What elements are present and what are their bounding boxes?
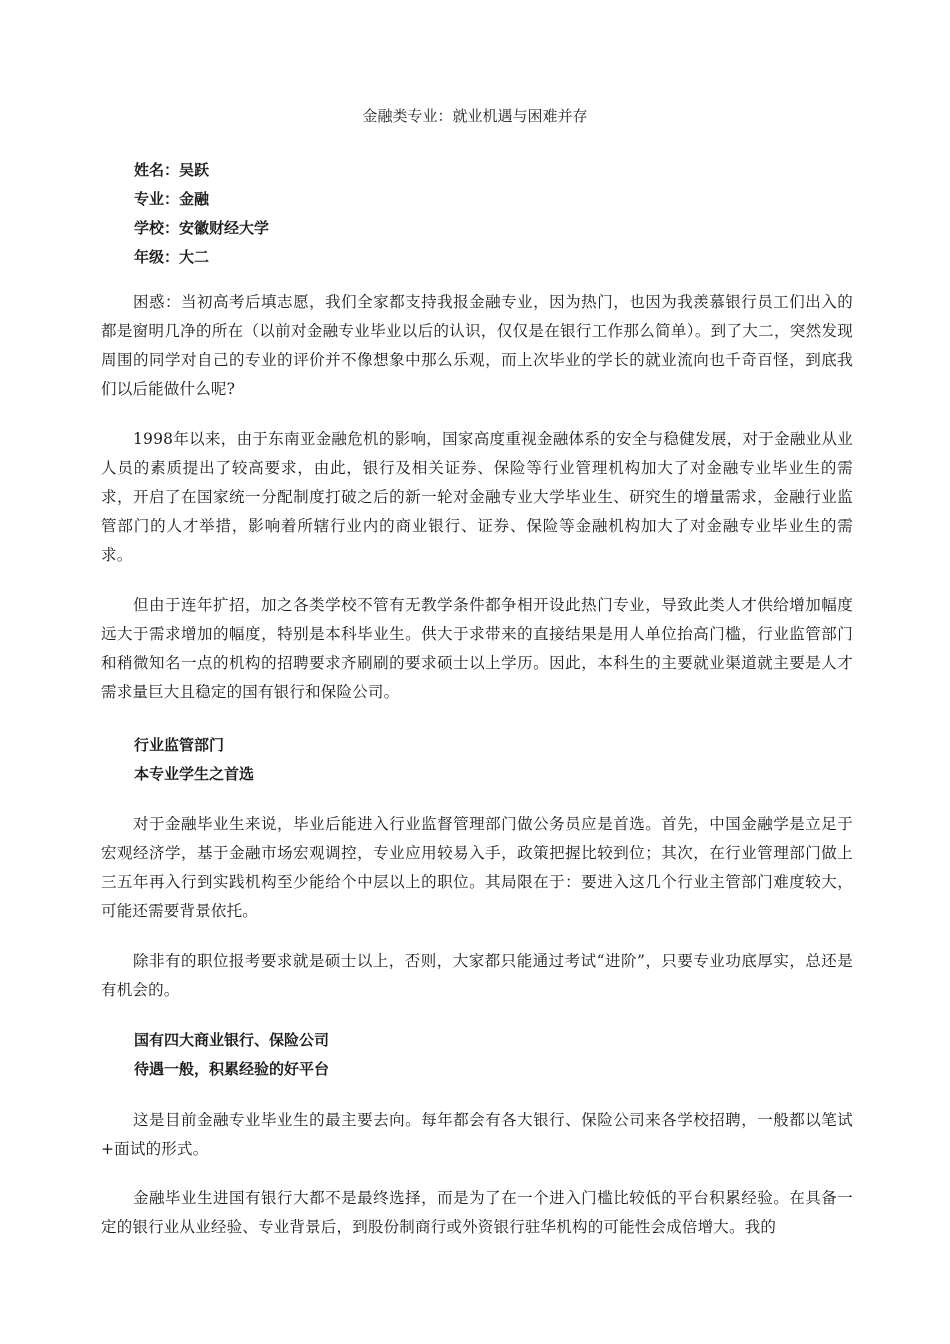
paragraph-banks: 这是目前金融专业毕业生的最主要去向。每年都会有各大银行、保险公司来各学校招聘，一般都以笔试+面试的形式。	[101, 1111, 853, 1158]
section-heading: 国有四大商业银行、保险公司	[134, 1031, 330, 1049]
paragraph-oversupply: 但由于连年扩招，加之各类学校不管有无教学条件都争相开设此热门专业，导致此类人才供给增加幅度远大于需求增加的幅度，特别是本科毕业生。供大于求带来的直接结果是用人单位抬高门槛，行业监管部门和稍微知名一点的机构的招聘要求齐刷刷的要求硕士以上学历。因此，本科生的主要就业渠道就主要是人才需求量巨大且稳定的国有银行和保险公司。	[101, 596, 853, 701]
page-title: 金融类专业：就业机遇与困难并存	[362, 107, 588, 125]
info-name: 姓名：吴跃	[134, 161, 210, 179]
paragraph-confusion: 困惑：当初高考后填志愿，我们全家都支持我报金融专业，因为热门，也因为我羡慕银行员工们出入的都是窗明几净的所在（以前对金融专业毕业以后的认识，仅仅是在银行工作那么简单）。到了大二，突然发现周围的同学对自己的专业的评价并不像想象中那么乐观，而上次毕业的学长的就业流向也千奇百怪，到底我们以后能做什么呢?	[101, 293, 853, 398]
paragraph-exam: 除非有的职位报考要求就是硕士以上，否则，大家都只能通过考试“进阶”，只要专业功底厚实，总还是有机会的。	[101, 952, 853, 999]
info-grade: 年级：大二	[134, 248, 210, 266]
paragraph-regulators: 对于金融毕业生来说，毕业后能进入行业监督管理部门做公务员应是首选。首先，中国金融学是立足于宏观经济学，基于金融市场宏观调控，专业应用较易入手，政策把握比较到位；其次，在行业管理部门做上三五年再入行到实践机构至少能给个中层以上的职位。其局限在于：要进入这几个行业主管部门难度较大，可能还需要背景依托。	[101, 815, 853, 920]
section-subheading: 本专业学生之首选	[134, 765, 255, 783]
info-major: 专业：金融	[134, 190, 210, 208]
section-banks-heading	[134, 1026, 329, 1084]
section-heading: 行业监管部门	[134, 736, 225, 754]
section-regulators-heading	[134, 731, 254, 789]
paragraph-experience: 金融毕业生进国有银行大都不是最终选择，而是为了在一个进入门槛比较低的平台积累经验。在具备一定的银行业从业经验、专业背景后，到股份制商行或外资银行驻华机构的可能性会成倍增大。我的	[101, 1189, 853, 1236]
student-info	[134, 156, 269, 272]
section-subheading: 待遇一般，积累经验的好平台	[134, 1060, 330, 1078]
info-school: 学校：安徽财经大学	[134, 219, 270, 237]
paragraph-background: 1998年以来，由于东南亚金融危机的影响，国家高度重视金融体系的安全与稳健发展，对于金融业从业人员的素质提出了较高要求，由此，银行及相关证券、保险等行业管理机构加大了对金融专业毕业生的需求，开启了在国家统一分配制度打破之后的新一轮对金融专业大学毕业生、研究生的增量需求，金融行业监管部门的人才举措，影响着所辖行业内的商业银行、证券、保险等金融机构加大了对金融专业毕业生的需求。	[101, 430, 853, 564]
